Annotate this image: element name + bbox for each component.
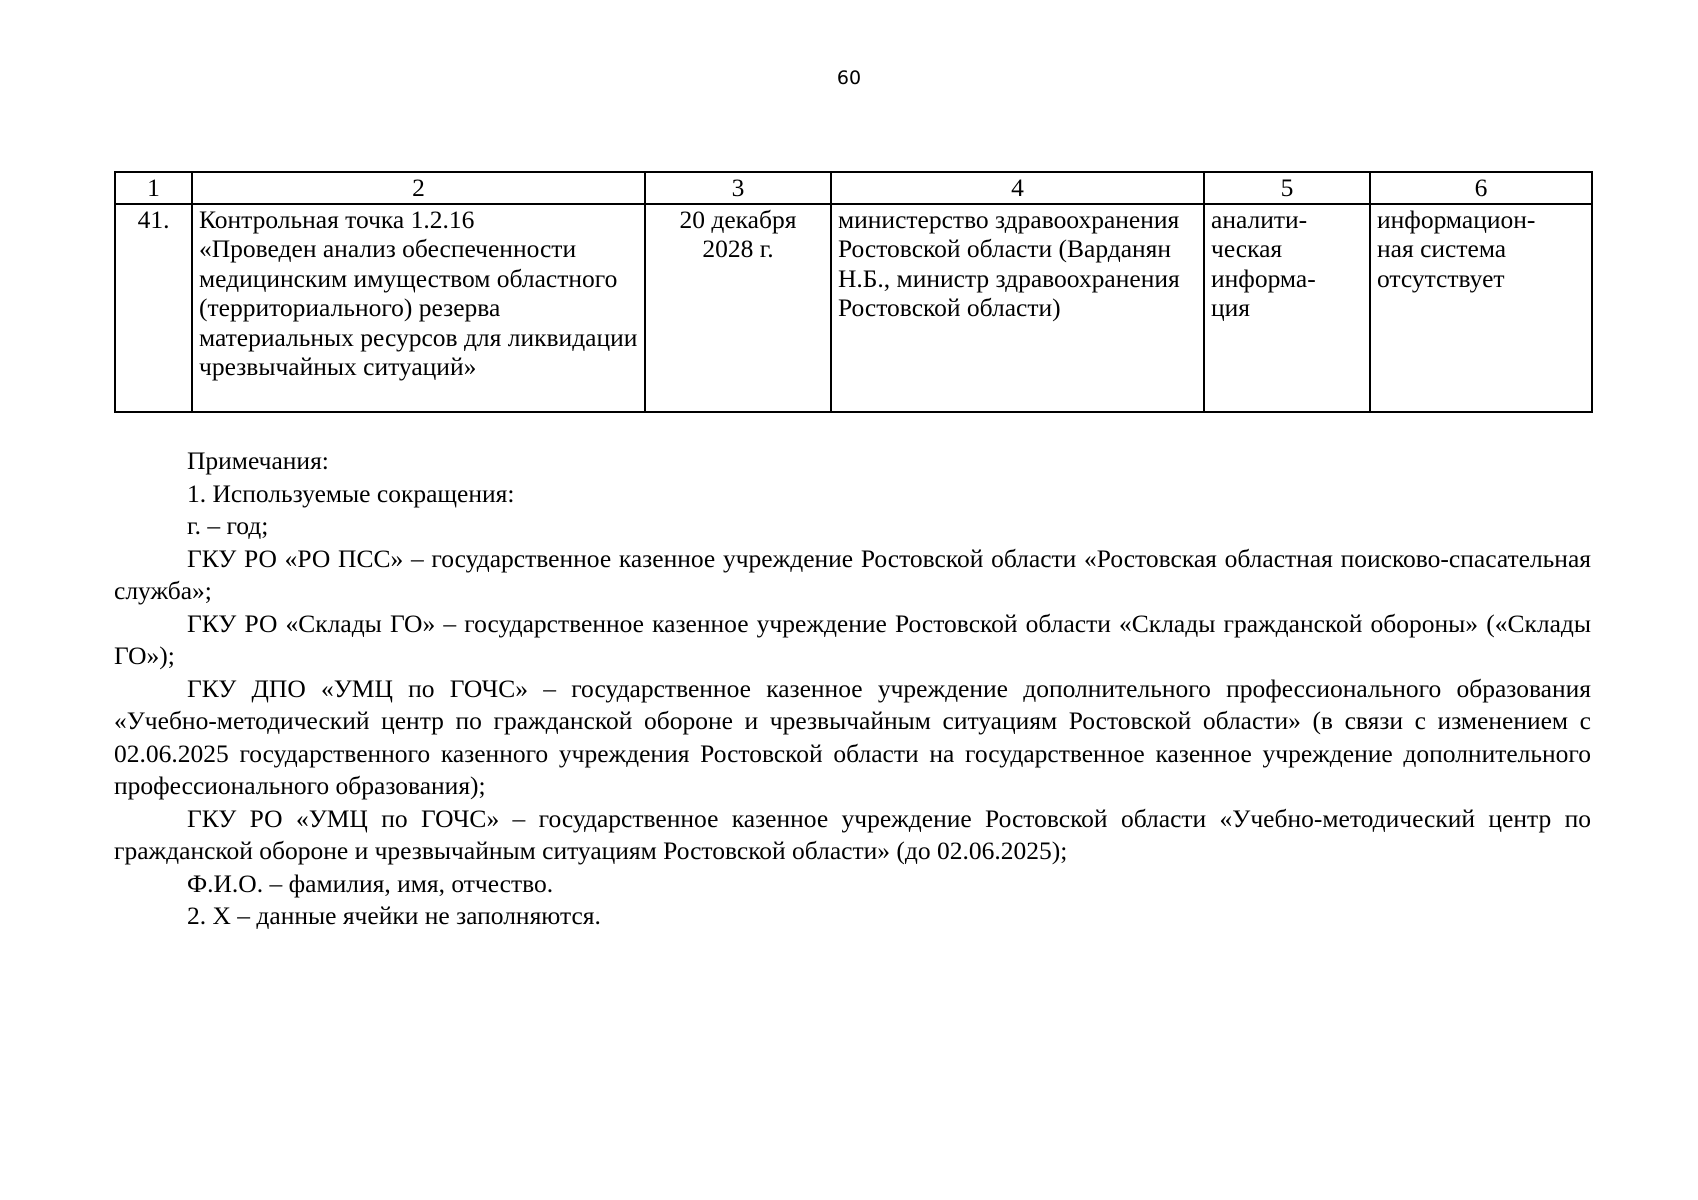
- abbreviation-pss: ГКУ РО «РО ПСС» – государственное казенное учреждение Ростовской области «Ростовская областная поисково-спасательная служба»;: [114, 543, 1591, 605]
- abbreviation-year: г. – год;: [187, 511, 269, 540]
- header-cell: 6: [1370, 172, 1592, 204]
- document-type-cell: аналити- ческая информа- ция: [1204, 204, 1370, 412]
- row-number-cell: 41.: [115, 204, 192, 412]
- table-header-row: [115, 172, 1592, 204]
- notes-section: [114, 445, 1591, 933]
- description-cell: Контрольная точка 1.2.16 «Проведен анализ обеспеченности медицинским имуществом областного (территориального) резерва материальных ресурсов для ликвидации чрезвычайных ситуаций»: [192, 204, 645, 412]
- header-cell: 1: [115, 172, 192, 204]
- page-number: 60: [836, 67, 862, 89]
- header-cell: 5: [1204, 172, 1370, 204]
- notes-item-1-title: 1. Используемые сокращения:: [187, 478, 515, 508]
- abbreviation-sklady: ГКУ РО «Склады ГО» – государственное казенное учреждение Ростовской области «Склады гражданской обороны» («Склады ГО»);: [114, 608, 1591, 670]
- control-points-table: [114, 171, 1593, 413]
- header-cell: 4: [831, 172, 1204, 204]
- abbreviation-dpo-umc: ГКУ ДПО «УМЦ по ГОЧС» – государственное казенное учреждение дополнительного профессионального образования «Учебно-методический центр по гражданской обороне и чрезвычайным ситуациям Ростовской области» (в связи с изменением с 02.06.2025 государственного казенного учреждения Ростовской области на государственное казенное учреждение дополнительного профессионального образования);: [114, 673, 1591, 800]
- table-row: [115, 204, 1592, 412]
- abbreviation-fio: Ф.И.О. – фамилия, имя, отчество.: [187, 868, 554, 898]
- responsible-cell: министерство здравоохранения Ростовской области (Варданян Н.Б., министр здравоохранения Ростовской области): [831, 204, 1204, 412]
- header-cell: 3: [645, 172, 831, 204]
- info-system-cell: информацион- ная система отсутствует: [1370, 204, 1592, 412]
- abbreviation-ro-umc: ГКУ РО «УМЦ по ГОЧС» – государственное казенное учреждение Ростовской области «Учебно-методический центр по гражданской обороне и чрезвычайным ситуациям Ростовской области» (до 02.06.2025);: [114, 803, 1591, 865]
- notes-title: Примечания:: [187, 446, 329, 475]
- header-cell: 2: [192, 172, 645, 204]
- date-cell: 20 декабря 2028 г.: [645, 204, 831, 412]
- notes-item-2: 2. Х – данные ячейки не заполняются.: [187, 901, 601, 930]
